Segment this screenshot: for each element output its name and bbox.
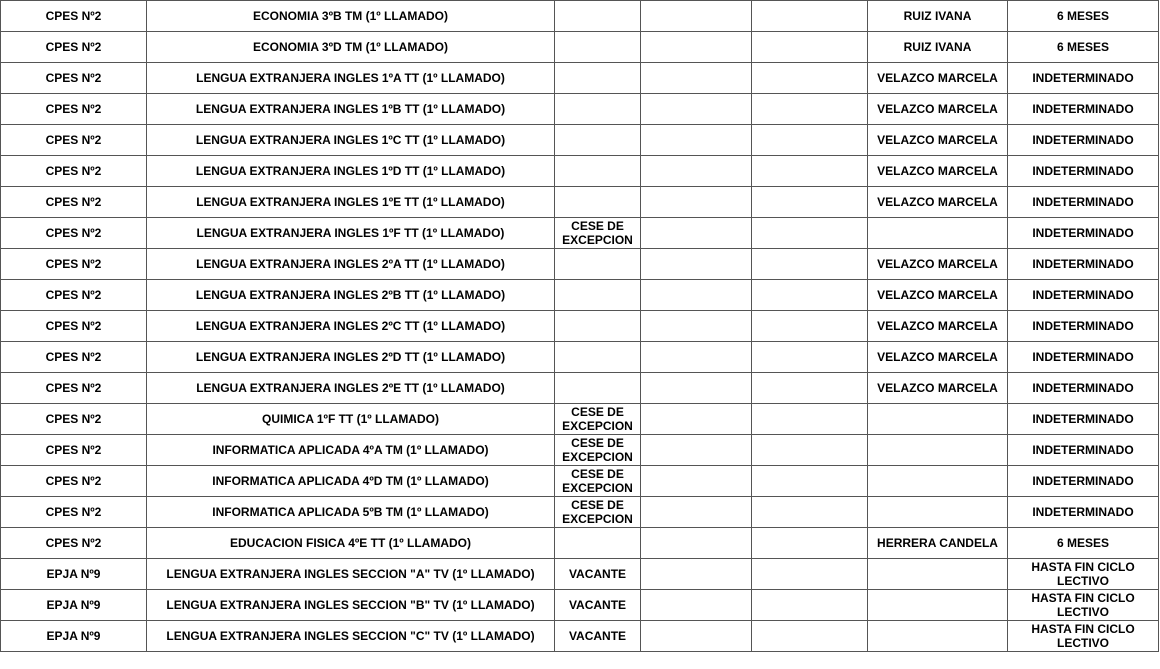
name-cell: VELAZCO MARCELA <box>868 373 1008 404</box>
duration-cell: INDETERMINADO <box>1008 497 1159 528</box>
institution-cell: CPES Nº2 <box>1 156 147 187</box>
institution-cell: EPJA Nº9 <box>1 621 147 652</box>
name-cell: VELAZCO MARCELA <box>868 280 1008 311</box>
status-cell <box>555 373 641 404</box>
name-cell <box>868 218 1008 249</box>
table-row <box>1 218 1159 249</box>
empty-cell <box>752 63 868 94</box>
empty-cell <box>641 621 752 652</box>
subject-cell: INFORMATICA APLICADA 4ºA TM (1º LLAMADO) <box>147 435 555 466</box>
empty-cell <box>641 373 752 404</box>
table-row <box>1 311 1159 342</box>
table-row <box>1 497 1159 528</box>
status-cell <box>555 156 641 187</box>
empty-cell <box>752 342 868 373</box>
table-row <box>1 280 1159 311</box>
empty-cell <box>752 280 868 311</box>
status-cell: CESE DE EXCEPCION <box>555 435 641 466</box>
name-cell: RUIZ IVANA <box>868 1 1008 32</box>
institution-cell: EPJA Nº9 <box>1 559 147 590</box>
subject-cell: LENGUA EXTRANJERA INGLES 1ºA TT (1º LLAMADO) <box>147 63 555 94</box>
empty-cell <box>752 187 868 218</box>
institution-cell: CPES Nº2 <box>1 125 147 156</box>
duration-cell: INDETERMINADO <box>1008 342 1159 373</box>
name-cell <box>868 497 1008 528</box>
duration-cell: INDETERMINADO <box>1008 156 1159 187</box>
empty-cell <box>641 249 752 280</box>
status-cell <box>555 528 641 559</box>
empty-cell <box>752 466 868 497</box>
table-row <box>1 590 1159 621</box>
duration-cell: INDETERMINADO <box>1008 249 1159 280</box>
subject-cell: LENGUA EXTRANJERA INGLES 1ºB TT (1º LLAMADO) <box>147 94 555 125</box>
status-cell <box>555 1 641 32</box>
empty-cell <box>641 342 752 373</box>
table-row <box>1 32 1159 63</box>
duration-cell: INDETERMINADO <box>1008 94 1159 125</box>
table-row <box>1 528 1159 559</box>
table-row <box>1 466 1159 497</box>
name-cell <box>868 559 1008 590</box>
empty-cell <box>752 1 868 32</box>
empty-cell <box>641 63 752 94</box>
status-cell <box>555 94 641 125</box>
institution-cell: CPES Nº2 <box>1 63 147 94</box>
empty-cell <box>641 311 752 342</box>
empty-cell <box>752 528 868 559</box>
subject-cell: LENGUA EXTRANJERA INGLES 1ºF TT (1º LLAMADO) <box>147 218 555 249</box>
status-cell: VACANTE <box>555 590 641 621</box>
duration-cell: INDETERMINADO <box>1008 435 1159 466</box>
status-cell <box>555 280 641 311</box>
name-cell <box>868 621 1008 652</box>
empty-cell <box>641 125 752 156</box>
institution-cell: CPES Nº2 <box>1 280 147 311</box>
subject-cell: INFORMATICA APLICADA 4ºD TM (1º LLAMADO) <box>147 466 555 497</box>
subject-cell: EDUCACION FISICA 4ºE TT (1º LLAMADO) <box>147 528 555 559</box>
status-cell: CESE DE EXCEPCION <box>555 497 641 528</box>
status-cell: CESE DE EXCEPCION <box>555 466 641 497</box>
empty-cell <box>752 559 868 590</box>
name-cell: VELAZCO MARCELA <box>868 311 1008 342</box>
empty-cell <box>752 156 868 187</box>
duration-cell: HASTA FIN CICLO LECTIVO <box>1008 590 1159 621</box>
institution-cell: CPES Nº2 <box>1 404 147 435</box>
name-cell: VELAZCO MARCELA <box>868 156 1008 187</box>
empty-cell <box>641 1 752 32</box>
subject-cell: QUIMICA 1ºF TT (1º LLAMADO) <box>147 404 555 435</box>
empty-cell <box>641 280 752 311</box>
institution-cell: CPES Nº2 <box>1 466 147 497</box>
subject-cell: LENGUA EXTRANJERA INGLES 2ºC TT (1º LLAMADO) <box>147 311 555 342</box>
empty-cell <box>752 32 868 63</box>
empty-cell <box>752 621 868 652</box>
subject-cell: LENGUA EXTRANJERA INGLES 2ºD TT (1º LLAMADO) <box>147 342 555 373</box>
status-cell: VACANTE <box>555 621 641 652</box>
duration-cell: INDETERMINADO <box>1008 125 1159 156</box>
table-row <box>1 156 1159 187</box>
duration-cell: INDETERMINADO <box>1008 373 1159 404</box>
status-cell <box>555 342 641 373</box>
name-cell: VELAZCO MARCELA <box>868 342 1008 373</box>
subject-cell: LENGUA EXTRANJERA INGLES SECCION "C" TV (1º LLAMADO) <box>147 621 555 652</box>
status-cell: CESE DE EXCEPCION <box>555 404 641 435</box>
subject-cell: LENGUA EXTRANJERA INGLES 2ºA TT (1º LLAMADO) <box>147 249 555 280</box>
duration-cell: HASTA FIN CICLO LECTIVO <box>1008 621 1159 652</box>
table-row <box>1 373 1159 404</box>
duration-cell: 6 MESES <box>1008 32 1159 63</box>
duration-cell: INDETERMINADO <box>1008 404 1159 435</box>
subject-cell: LENGUA EXTRANJERA INGLES SECCION "B" TV (1º LLAMADO) <box>147 590 555 621</box>
institution-cell: CPES Nº2 <box>1 528 147 559</box>
name-cell: HERRERA CANDELA <box>868 528 1008 559</box>
table-row <box>1 1 1159 32</box>
subject-cell: LENGUA EXTRANJERA INGLES 1ºC TT (1º LLAMADO) <box>147 125 555 156</box>
empty-cell <box>752 94 868 125</box>
empty-cell <box>641 32 752 63</box>
subject-cell: ECONOMIA 3ºD TM (1º LLAMADO) <box>147 32 555 63</box>
empty-cell <box>641 559 752 590</box>
subject-cell: LENGUA EXTRANJERA INGLES 2ºE TT (1º LLAMADO) <box>147 373 555 404</box>
table-row <box>1 621 1159 652</box>
status-cell <box>555 187 641 218</box>
table-row <box>1 125 1159 156</box>
status-cell: CESE DE EXCEPCION <box>555 218 641 249</box>
status-cell <box>555 311 641 342</box>
status-cell <box>555 125 641 156</box>
institution-cell: CPES Nº2 <box>1 342 147 373</box>
duration-cell: 6 MESES <box>1008 528 1159 559</box>
empty-cell <box>641 466 752 497</box>
empty-cell <box>641 404 752 435</box>
empty-cell <box>752 373 868 404</box>
table-row <box>1 187 1159 218</box>
empty-cell <box>752 218 868 249</box>
institution-cell: CPES Nº2 <box>1 218 147 249</box>
empty-cell <box>752 125 868 156</box>
empty-cell <box>752 435 868 466</box>
status-cell: VACANTE <box>555 559 641 590</box>
empty-cell <box>641 156 752 187</box>
status-cell <box>555 32 641 63</box>
institution-cell: CPES Nº2 <box>1 1 147 32</box>
empty-cell <box>641 94 752 125</box>
duration-cell: INDETERMINADO <box>1008 466 1159 497</box>
subject-cell: LENGUA EXTRANJERA INGLES 2ºB TT (1º LLAMADO) <box>147 280 555 311</box>
empty-cell <box>641 435 752 466</box>
empty-cell <box>752 590 868 621</box>
name-cell: VELAZCO MARCELA <box>868 249 1008 280</box>
empty-cell <box>641 497 752 528</box>
duration-cell: INDETERMINADO <box>1008 311 1159 342</box>
institution-cell: CPES Nº2 <box>1 187 147 218</box>
subject-cell: ECONOMIA 3ºB TM (1º LLAMADO) <box>147 1 555 32</box>
duration-cell: 6 MESES <box>1008 1 1159 32</box>
duration-cell: HASTA FIN CICLO LECTIVO <box>1008 559 1159 590</box>
empty-cell <box>752 404 868 435</box>
table-row <box>1 435 1159 466</box>
institution-cell: CPES Nº2 <box>1 32 147 63</box>
subject-cell: LENGUA EXTRANJERA INGLES SECCION "A" TV (1º LLAMADO) <box>147 559 555 590</box>
empty-cell <box>752 249 868 280</box>
duration-cell: INDETERMINADO <box>1008 63 1159 94</box>
institution-cell: CPES Nº2 <box>1 249 147 280</box>
empty-cell <box>752 497 868 528</box>
table-row <box>1 249 1159 280</box>
institution-cell: CPES Nº2 <box>1 497 147 528</box>
table-row <box>1 404 1159 435</box>
name-cell <box>868 590 1008 621</box>
name-cell: VELAZCO MARCELA <box>868 187 1008 218</box>
status-cell <box>555 249 641 280</box>
institution-cell: EPJA Nº9 <box>1 590 147 621</box>
table-body <box>1 1 1159 652</box>
table-row <box>1 94 1159 125</box>
name-cell <box>868 404 1008 435</box>
empty-cell <box>752 311 868 342</box>
status-cell <box>555 63 641 94</box>
empty-cell <box>641 218 752 249</box>
table-row <box>1 63 1159 94</box>
empty-cell <box>641 187 752 218</box>
subject-cell: LENGUA EXTRANJERA INGLES 1ºD TT (1º LLAMADO) <box>147 156 555 187</box>
name-cell: VELAZCO MARCELA <box>868 63 1008 94</box>
subject-cell: INFORMATICA APLICADA 5ºB TM (1º LLAMADO) <box>147 497 555 528</box>
institution-cell: CPES Nº2 <box>1 311 147 342</box>
name-cell: RUIZ IVANA <box>868 32 1008 63</box>
institution-cell: CPES Nº2 <box>1 435 147 466</box>
duration-cell: INDETERMINADO <box>1008 187 1159 218</box>
name-cell <box>868 435 1008 466</box>
subject-cell: LENGUA EXTRANJERA INGLES 1ºE TT (1º LLAMADO) <box>147 187 555 218</box>
empty-cell <box>641 590 752 621</box>
empty-cell <box>641 528 752 559</box>
table-row <box>1 559 1159 590</box>
duration-cell: INDETERMINADO <box>1008 280 1159 311</box>
table-row <box>1 342 1159 373</box>
name-cell <box>868 466 1008 497</box>
name-cell: VELAZCO MARCELA <box>868 94 1008 125</box>
name-cell: VELAZCO MARCELA <box>868 125 1008 156</box>
institution-cell: CPES Nº2 <box>1 373 147 404</box>
institution-cell: CPES Nº2 <box>1 94 147 125</box>
duration-cell: INDETERMINADO <box>1008 218 1159 249</box>
